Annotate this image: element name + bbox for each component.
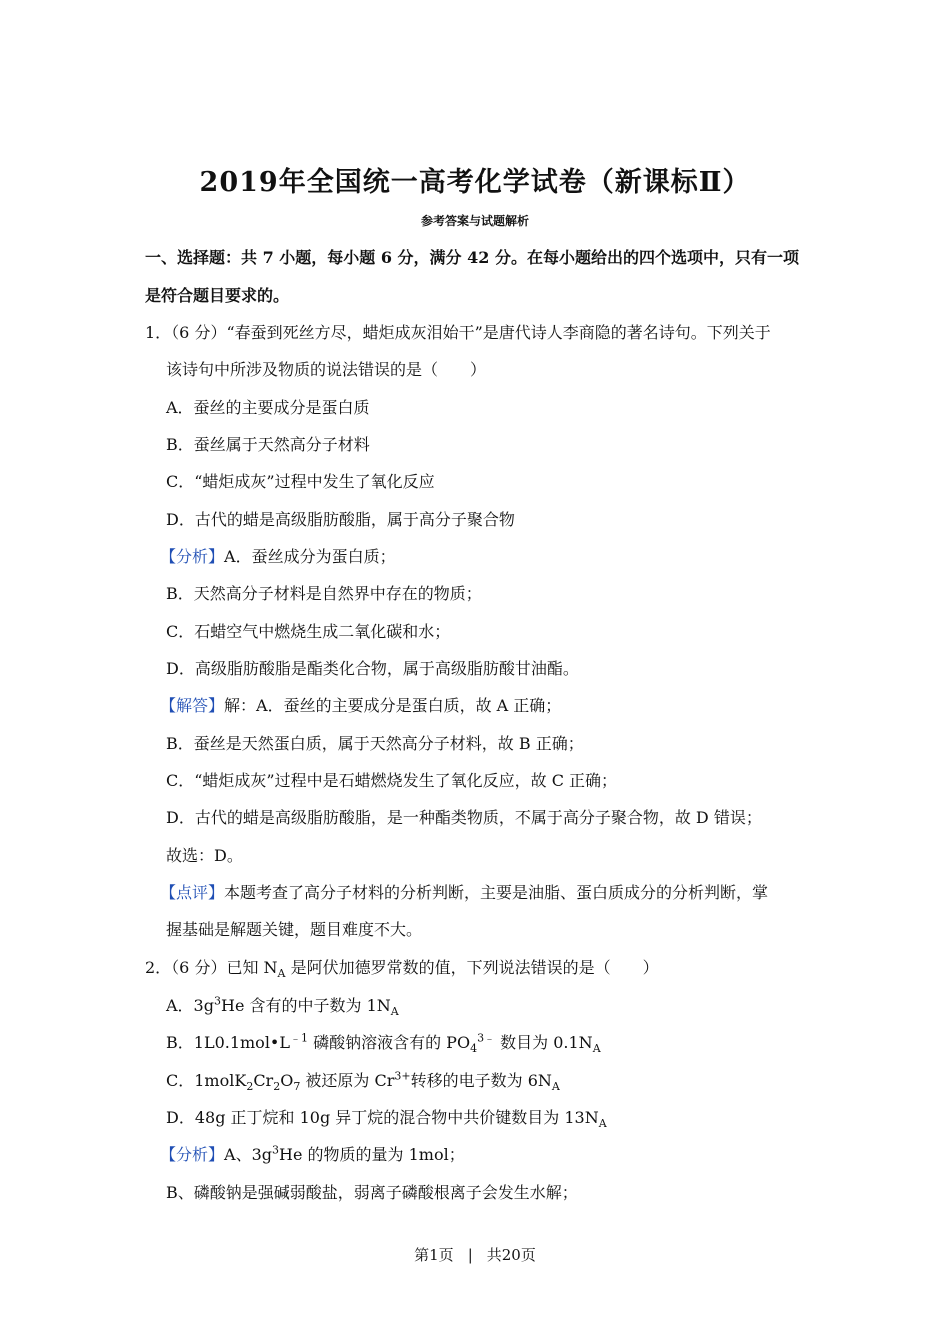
- q1-analysis-a: A．蚕丝成分为蛋白质；: [224, 547, 396, 566]
- q1-stem-cont: 该诗句中所涉及物质的说法错误的是（ ）: [166, 360, 487, 379]
- q2a-t2: He 含有的中子数为 1N: [220, 996, 391, 1015]
- q2-stem: [145, 958, 659, 981]
- q1-option-b: B．蚕丝属于天然高分子材料: [166, 435, 370, 454]
- q1-answer-d: D．古代的蜡是高级脂肪酸脂，是一种酯类物质，不属于高分子聚合物，故 D 错误；: [166, 808, 762, 827]
- page-total: 共20页: [486, 1246, 536, 1264]
- q1-analysis-b: B．天然高分子材料是自然界中存在的物质；: [166, 584, 482, 603]
- q1-answer-a: 解：A．蚕丝的主要成分是蛋白质，故 A 正确；: [224, 696, 562, 715]
- q1-option-a: A．蚕丝的主要成分是蛋白质: [166, 398, 370, 417]
- q1-stem: 1．（6 分）“春蚕到死丝方尽，蜡炬成灰泪始干”是唐代诗人李商隐的著名诗句。下列关于: [145, 323, 771, 342]
- q2c-t1: C．1molK: [166, 1071, 247, 1090]
- q2c-sup1: 3+: [394, 1069, 411, 1083]
- q2c-sub3: 7: [293, 1080, 301, 1094]
- q1-answer-c: C．“蜡炬成灰”过程中是石蜡燃烧发生了氧化反应，故 C 正确；: [166, 771, 618, 790]
- answer-tag: 【解答】: [160, 696, 225, 715]
- q2c-sub2: 2: [273, 1080, 281, 1094]
- q2-analysis-b: B、磷酸钠是强碱弱酸盐，弱离子磷酸根离子会发生水解；: [166, 1183, 578, 1202]
- q2c-sub1: 2: [246, 1080, 254, 1094]
- analysis-tag: 【分析】: [160, 1145, 225, 1164]
- page-subtitle: 参考答案与试题解析: [420, 214, 529, 228]
- q2c-t2: Cr: [253, 1071, 274, 1090]
- footer-separator: |: [467, 1246, 473, 1264]
- page-footer: [0, 1244, 950, 1265]
- q2-analysis: [160, 1145, 465, 1165]
- q2b-t2: 磷酸钠溶液含有的 PO: [308, 1033, 471, 1052]
- q1-answer-b: B．蚕丝是天然蛋白质，属于天然高分子材料，故 B 正确；: [166, 734, 584, 753]
- q1-option-d: D．古代的蜡是高级脂肪酸脂，属于高分子聚合物: [166, 510, 515, 529]
- q1-comment: [160, 883, 768, 903]
- q2-option-b: [166, 1031, 601, 1056]
- q2c-t4: 被还原为 Cr: [300, 1071, 395, 1090]
- q2d-t1: D．48g 正丁烷和 10g 异丁烷的混合物中共价键数目为 13N: [166, 1108, 599, 1127]
- section-heading-cont: 是符合题目要求的。: [145, 286, 290, 305]
- q2a-sub1: A: [390, 1005, 399, 1019]
- q2-analysis-t2: He 的物质的量为 1mol；: [279, 1145, 465, 1164]
- q2b-t3: 数目为 0.1N: [495, 1033, 593, 1052]
- q2c-t5: 转移的电子数为 6N: [410, 1071, 552, 1090]
- q2-stem-sub: A: [277, 967, 286, 981]
- q2b-sub1: 4: [470, 1042, 478, 1056]
- q1-answer-choice: 故选：D。: [166, 846, 243, 865]
- section-heading: 一、选择题：共 7 小题，每小题 6 分，满分 42 分。在每小题给出的四个选项中，只有一项: [145, 248, 799, 267]
- q2b-sub2: A: [592, 1042, 601, 1056]
- comment-tag: 【点评】: [160, 883, 225, 902]
- q2c-sub4: A: [551, 1080, 560, 1094]
- q2-stem-pre: 2．（6 分）已知 N: [145, 958, 278, 977]
- q2-stem-post: 是阿伏加德罗常数的值，下列说法错误的是（ ）: [285, 958, 659, 977]
- page-title: 2019年全国统一高考化学试卷（新课标Ⅱ）: [199, 167, 751, 198]
- q1-answer: [160, 696, 561, 716]
- q2a-sup1: 3: [213, 994, 221, 1008]
- q2c-t3: O: [280, 1071, 294, 1090]
- q1-analysis-c: C．石蜡空气中燃烧生成二氧化碳和水；: [166, 622, 451, 641]
- q2-analysis-sup1: 3: [272, 1143, 279, 1157]
- q2b-sup1: ﹣1: [290, 1031, 308, 1045]
- q2-option-d: [166, 1108, 607, 1131]
- analysis-tag: 【分析】: [160, 547, 225, 566]
- q2-option-a: [166, 994, 399, 1019]
- q2d-sub1: A: [598, 1117, 607, 1131]
- q1-analysis: [160, 547, 396, 567]
- q2b-sup2: 3﹣: [477, 1031, 496, 1045]
- q1-option-c: C．“蜡炬成灰”过程中发生了氧化反应: [166, 472, 435, 491]
- q2-option-c: [166, 1069, 560, 1094]
- q1-comment-text: 本题考查了高分子材料的分析判断，主要是油脂、蛋白质成分的分析判断，掌: [224, 883, 769, 902]
- q2-analysis-t1: A、3g: [224, 1145, 272, 1164]
- q2a-t1: A．3g: [166, 996, 214, 1015]
- q1-analysis-d: D．高级脂肪酸脂是酯类化合物，属于高级脂肪酸甘油酯。: [166, 659, 579, 678]
- page-number: 第1页: [414, 1246, 454, 1264]
- q1-comment-cont: 握基础是解题关键，题目难度不大。: [166, 920, 423, 939]
- q2b-t1: B．1L0.1mol•L: [166, 1033, 290, 1052]
